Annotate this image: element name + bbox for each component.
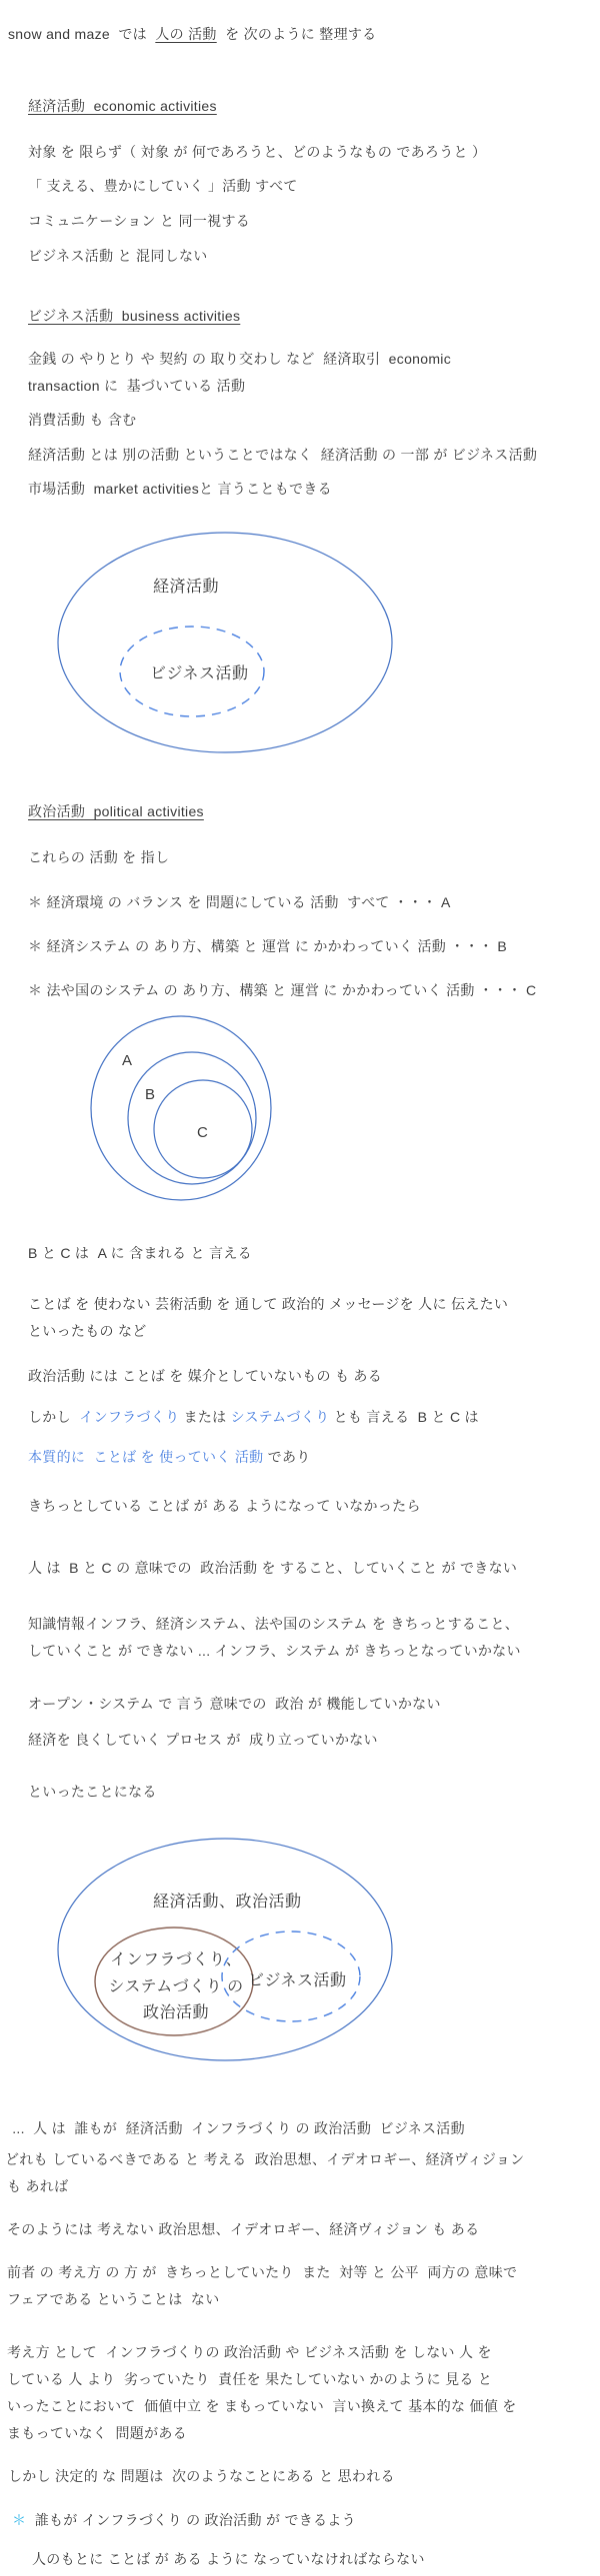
paragraph-mid-1: B と C は A に 含まれる と 言える (28, 1245, 252, 1261)
mid4-plain-3: とも 言える B と C は (329, 1409, 479, 1425)
paragraph-mid-9: オープン・システム で 言う 意味での 政治 が 機能していかない (28, 1696, 441, 1712)
paragraph-mid-8-line1: 知識情報インフラ、経済システム、法や国のシステム を きちっとすること、 (28, 1616, 520, 1632)
business-activities-label-2: ビジネス活動 (248, 1972, 347, 1989)
paragraph-tail-1-line1: ... 人 は 誰もが 経済活動 インフラづくり の 政治活動 ビジネス活動 (8, 2120, 465, 2136)
paragraph-biz-4: 市場活動 market activitiesと 言うこともできる (28, 481, 332, 497)
mid4-blue-infra: インフラづくり (79, 1409, 180, 1425)
business-activities-label: ビジネス活動 (150, 665, 249, 682)
intro-underlined-phrase: 人の 活動 (155, 26, 217, 42)
paragraph-mid-10: 経済を 良くしていく プロセス が 成り立っていかない (28, 1732, 378, 1748)
label-c: C (197, 1124, 208, 1141)
mid4-plain-1: しかし (28, 1409, 80, 1425)
paragraph-tail-1-line2: どれも しているべきである と 考える 政治思想、イデオロギー、経済ヴィジョン (5, 2151, 525, 2167)
paragraph-tail-4-line4: まもっていなく 問題がある (7, 2425, 187, 2441)
paragraph-biz-3: 経済活動 とは 別の活動 ということではなく 経済活動 の 一部 が ビジネス活動 (28, 447, 538, 463)
bullet-political-B: ＊ 経済システム の あり方、構築 と 運営 に かかわっていく 活動 ・・・ B (28, 938, 507, 954)
paragraph-mid-7: 人 は B と C の 意味での 政治活動 を すること、していくこと が できない (28, 1560, 518, 1576)
paragraph-econ-2: 「 支える、豊かにしていく 」活動 すべて (28, 178, 298, 194)
paragraph-tail-4-line2: している 人 より 劣っていたり 責任を 果たしていない かのように 見る と (7, 2371, 493, 2387)
section-heading-business-activities: ビジネス活動 business activities (28, 308, 241, 324)
infra-label-line2: システムづくり の (108, 1978, 244, 1995)
paragraph-econ-4: ビジネス活動 と 混同しない (28, 248, 208, 264)
section-heading-political-activities: 政治活動 political activities (28, 803, 204, 819)
bullet-political-A: ＊ 経済環境 の バランス を 問題にしている 活動 すべて ・・・ A (28, 894, 451, 910)
paragraph-mid-2-line2: といったもの など (28, 1323, 147, 1339)
paragraph-tail-5: しかし 決定的 な 問題は 次のようなことにある と 思われる (8, 2468, 395, 2484)
venn-diagram-economic-business (0, 515, 600, 774)
economic-activities-ellipse (58, 533, 392, 752)
paragraph-mid-6: きちっとしている ことば が ある ようになって いなかったら (28, 1498, 421, 1514)
paragraph-mid-4-mixed (28, 1407, 479, 1427)
paragraph-mid-2-line1: ことば を 使わない 芸術活動 を 通して 政治的 メッセージを 人に 伝えたい (28, 1296, 509, 1312)
intro-pre: snow and maze では (8, 26, 156, 42)
bullet-political-C: ＊ 法や国のシステム の あり方、構築 と 運営 に かかわっていく 活動 ・・・ C (28, 982, 537, 998)
paragraph-biz-2: 消費活動 も 含む (28, 412, 137, 428)
economic-activities-label: 経済活動 (153, 579, 220, 596)
label-b: B (145, 1086, 156, 1103)
economic-political-label: 経済活動、政治活動 (153, 1894, 302, 1911)
paragraph-mid-3: 政治活動 には ことば を 媒介としていないもの も ある (28, 1368, 383, 1384)
paragraph-tail-4-line3: いったことにおいて 価値中立 を まもっていない 言い換えて 基本的な 価値 を (7, 2398, 517, 2414)
label-a: A (122, 1052, 133, 1069)
paragraph-mid-11: といったことになる (28, 1784, 157, 1800)
paragraph-econ-3: コミュニケーション と 同一視する (28, 213, 251, 229)
paragraph-pol-intro: これらの 活動 を 指し (28, 849, 170, 865)
paragraph-tail-7: 人のもとに ことば が ある ように なっていなければならない (32, 2551, 425, 2567)
venn-diagram-abc (0, 1007, 600, 1217)
section-heading-economic-activities: 経済活動 economic activities (28, 98, 217, 114)
paragraph-biz-1-line1: 金銭 の やりとり や 契約 の 取り交わし など 経済取引 economic (28, 351, 452, 367)
mid4-plain-2: または (179, 1409, 231, 1425)
intro-line (8, 24, 376, 44)
paragraph-tail-6-bullet (12, 2510, 356, 2530)
infra-label-line1: インフラづくり、 (109, 1951, 243, 1968)
paragraph-tail-3-line2: フェアである ということは ない (7, 2291, 220, 2307)
mid4-blue-system: システムづくり (230, 1409, 330, 1425)
paragraph-econ-1: 対象 を 限らず（ 対象 が 何であろうと、どのようなもの であろうと ） (28, 144, 487, 160)
tail6-text: 誰もが インフラづくり の 政治活動 が できるよう (26, 2512, 356, 2528)
venn-diagram-economic-political (0, 1827, 600, 2071)
paragraph-tail-2: そのようには 考えない 政治思想、イデオロギー、経済ヴィジョン も ある (7, 2221, 480, 2237)
mid5-plain: であり (263, 1449, 311, 1465)
intro-post: を 次のように 整理する (216, 26, 377, 42)
cyan-asterisk-bullet: ＊ (12, 2512, 27, 2528)
mid5-blue-phrase: 本質的に ことば を 使っていく 活動 (28, 1449, 264, 1465)
paragraph-mid-8-line2: していくこと が できない ... インフラ、システム が きちっとなっていかない (28, 1643, 521, 1659)
paragraph-biz-1-line2: transaction に 基づいている 活動 (28, 378, 246, 394)
infra-label-line3: 政治活動 (142, 2004, 210, 2021)
economic-political-ellipse (58, 1839, 392, 2060)
paragraph-tail-1-line3: も あれば (7, 2178, 69, 2194)
paragraph-tail-3-line1: 前者 の 考え方 の 方 が きちっとしていたり また 対等 と 公平 両方の 意味で (7, 2264, 518, 2280)
paragraph-mid-5-mixed (28, 1447, 311, 1467)
paragraph-tail-4-line1: 考え方 として インフラづくりの 政治活動 や ビジネス活動 を しない 人 を (7, 2344, 492, 2360)
